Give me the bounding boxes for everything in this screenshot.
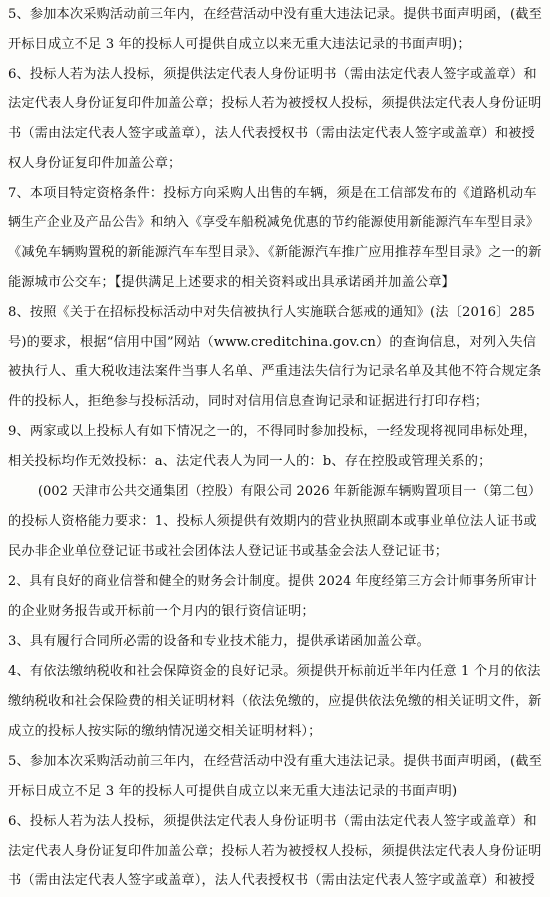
text-line: 8、按照《关于在招标投标活动中对失信被执行人实施联合惩戒的通知》(法〔2016〕285 — [8, 305, 536, 320]
text-line: 民办非企业单位登记证书或社会团体法人登记证书或基金会法人登记证书； — [8, 544, 449, 559]
text-line: 被执行人、重大税收违法案件当事人名单、严重违法失信行为记录名单及其他不符合规定条 — [8, 364, 542, 379]
text-line: 权人身份证复印件加盖公章； — [8, 156, 182, 171]
text-line: 开标日成立不足 3 年的投标人可提供自成立以来无重大违法记录的书面声明)； — [8, 37, 471, 52]
text-line: 成立的投标人按实际的缴纳情况递交相关证明材料）； — [8, 724, 322, 739]
text-line: 辆生产企业及产品公告》和纳入《享受车船税减免优惠的节约能源使用新能源汽车车型目录》 — [8, 215, 539, 230]
text-line: 9、两家或以上投标人有如下情况之一的，不得同时参加投标，一经发现将视同串标处理， — [8, 424, 537, 439]
text-line: 6、投标人若为法人投标，须提供法定代表人身份证明书（需由法定代表人签字或盖章）和 — [8, 67, 537, 82]
text-line: 法定代表人身份证复印件加盖公章；投标人若为被授权人投标，须提供法定代表人身份证明 — [8, 844, 542, 859]
text-line: 的投标人资格能力要求：1、投标人须提供有效期内的营业执照副本或事业单位法人证书或 — [8, 514, 537, 529]
text-line: (002 天津市公共交通集团（控股）有限公司 2026 年新能源车辆购置项目一（第二包） — [38, 484, 542, 499]
text-line: 《减免车辆购置税的新能源汽车车型目录》、《新能源汽车推广应用推荐车型目录》之一的新 — [8, 245, 542, 260]
text-line: 7、本项目特定资格条件：投标方向采购人出售的车辆，须是在工信部发布的《道路机动车 — [8, 186, 537, 201]
text-line: 相关投标均作无效投标：a、法定代表人为同一人的：b、存在控股或管理关系的； — [8, 454, 492, 469]
text-line: 件的投标人，拒绝参与投标活动，同时对信用信息查询记录和证据进行打印存档； — [8, 394, 489, 409]
text-line: 法定代表人身份证复印件加盖公章；投标人若为被授权人投标，须提供法定代表人身份证明 — [8, 96, 542, 111]
text-line: 号)的要求，根据“信用中国”网站（www.creditchina.gov.cn）的查询信息，对列入失信 — [8, 335, 537, 350]
text-line: 4、有依法缴纳税收和社会保障资金的良好记录。须提供开标前近半年内任意 1 个月的依法 — [8, 664, 541, 679]
text-line: 的企业财务报告或开标前一个月内的银行资信证明； — [8, 604, 315, 619]
text-line: 开标日成立不足 3 年的投标人可提供自成立以来无重大违法记录的书面声明) — [8, 784, 458, 799]
text-line: 书（需由法定代表人签字或盖章），法人代表授权书（需由法定代表人签字或盖章）和被授 — [8, 873, 535, 888]
text-line: 6、投标人若为法人投标，须提供法定代表人身份证明书（需由法定代表人签字或盖章）和 — [8, 814, 537, 829]
text-line: 5、参加本次采购活动前三年内，在经营活动中没有重大违法记录。提供书面声明函，(截至 — [8, 7, 542, 22]
text-line: 3、具有履行合同所必需的设备和专业技术能力，提供承诺函加盖公章。 — [8, 634, 430, 649]
text-line: 5、参加本次采购活动前三年内，在经营活动中没有重大违法记录。提供书面声明函，(截至 — [8, 754, 542, 769]
text-line: 能源城市公交车；【提供满足上述要求的相关资料或出具承诺函并加盖公章】 — [8, 275, 455, 290]
text-line: 2、具有良好的商业信誉和健全的财务会计制度。提供 2024 年度经第三方会计师事务所审计 — [8, 574, 537, 589]
text-line: 缴纳税收和社会保险费的相关证明材料（依法免缴的，应提供依法免缴的相关证明文件，新 — [8, 694, 542, 709]
text-line: 书（需由法定代表人签字或盖章），法人代表授权书（需由法定代表人签字或盖章）和被授 — [8, 126, 535, 141]
